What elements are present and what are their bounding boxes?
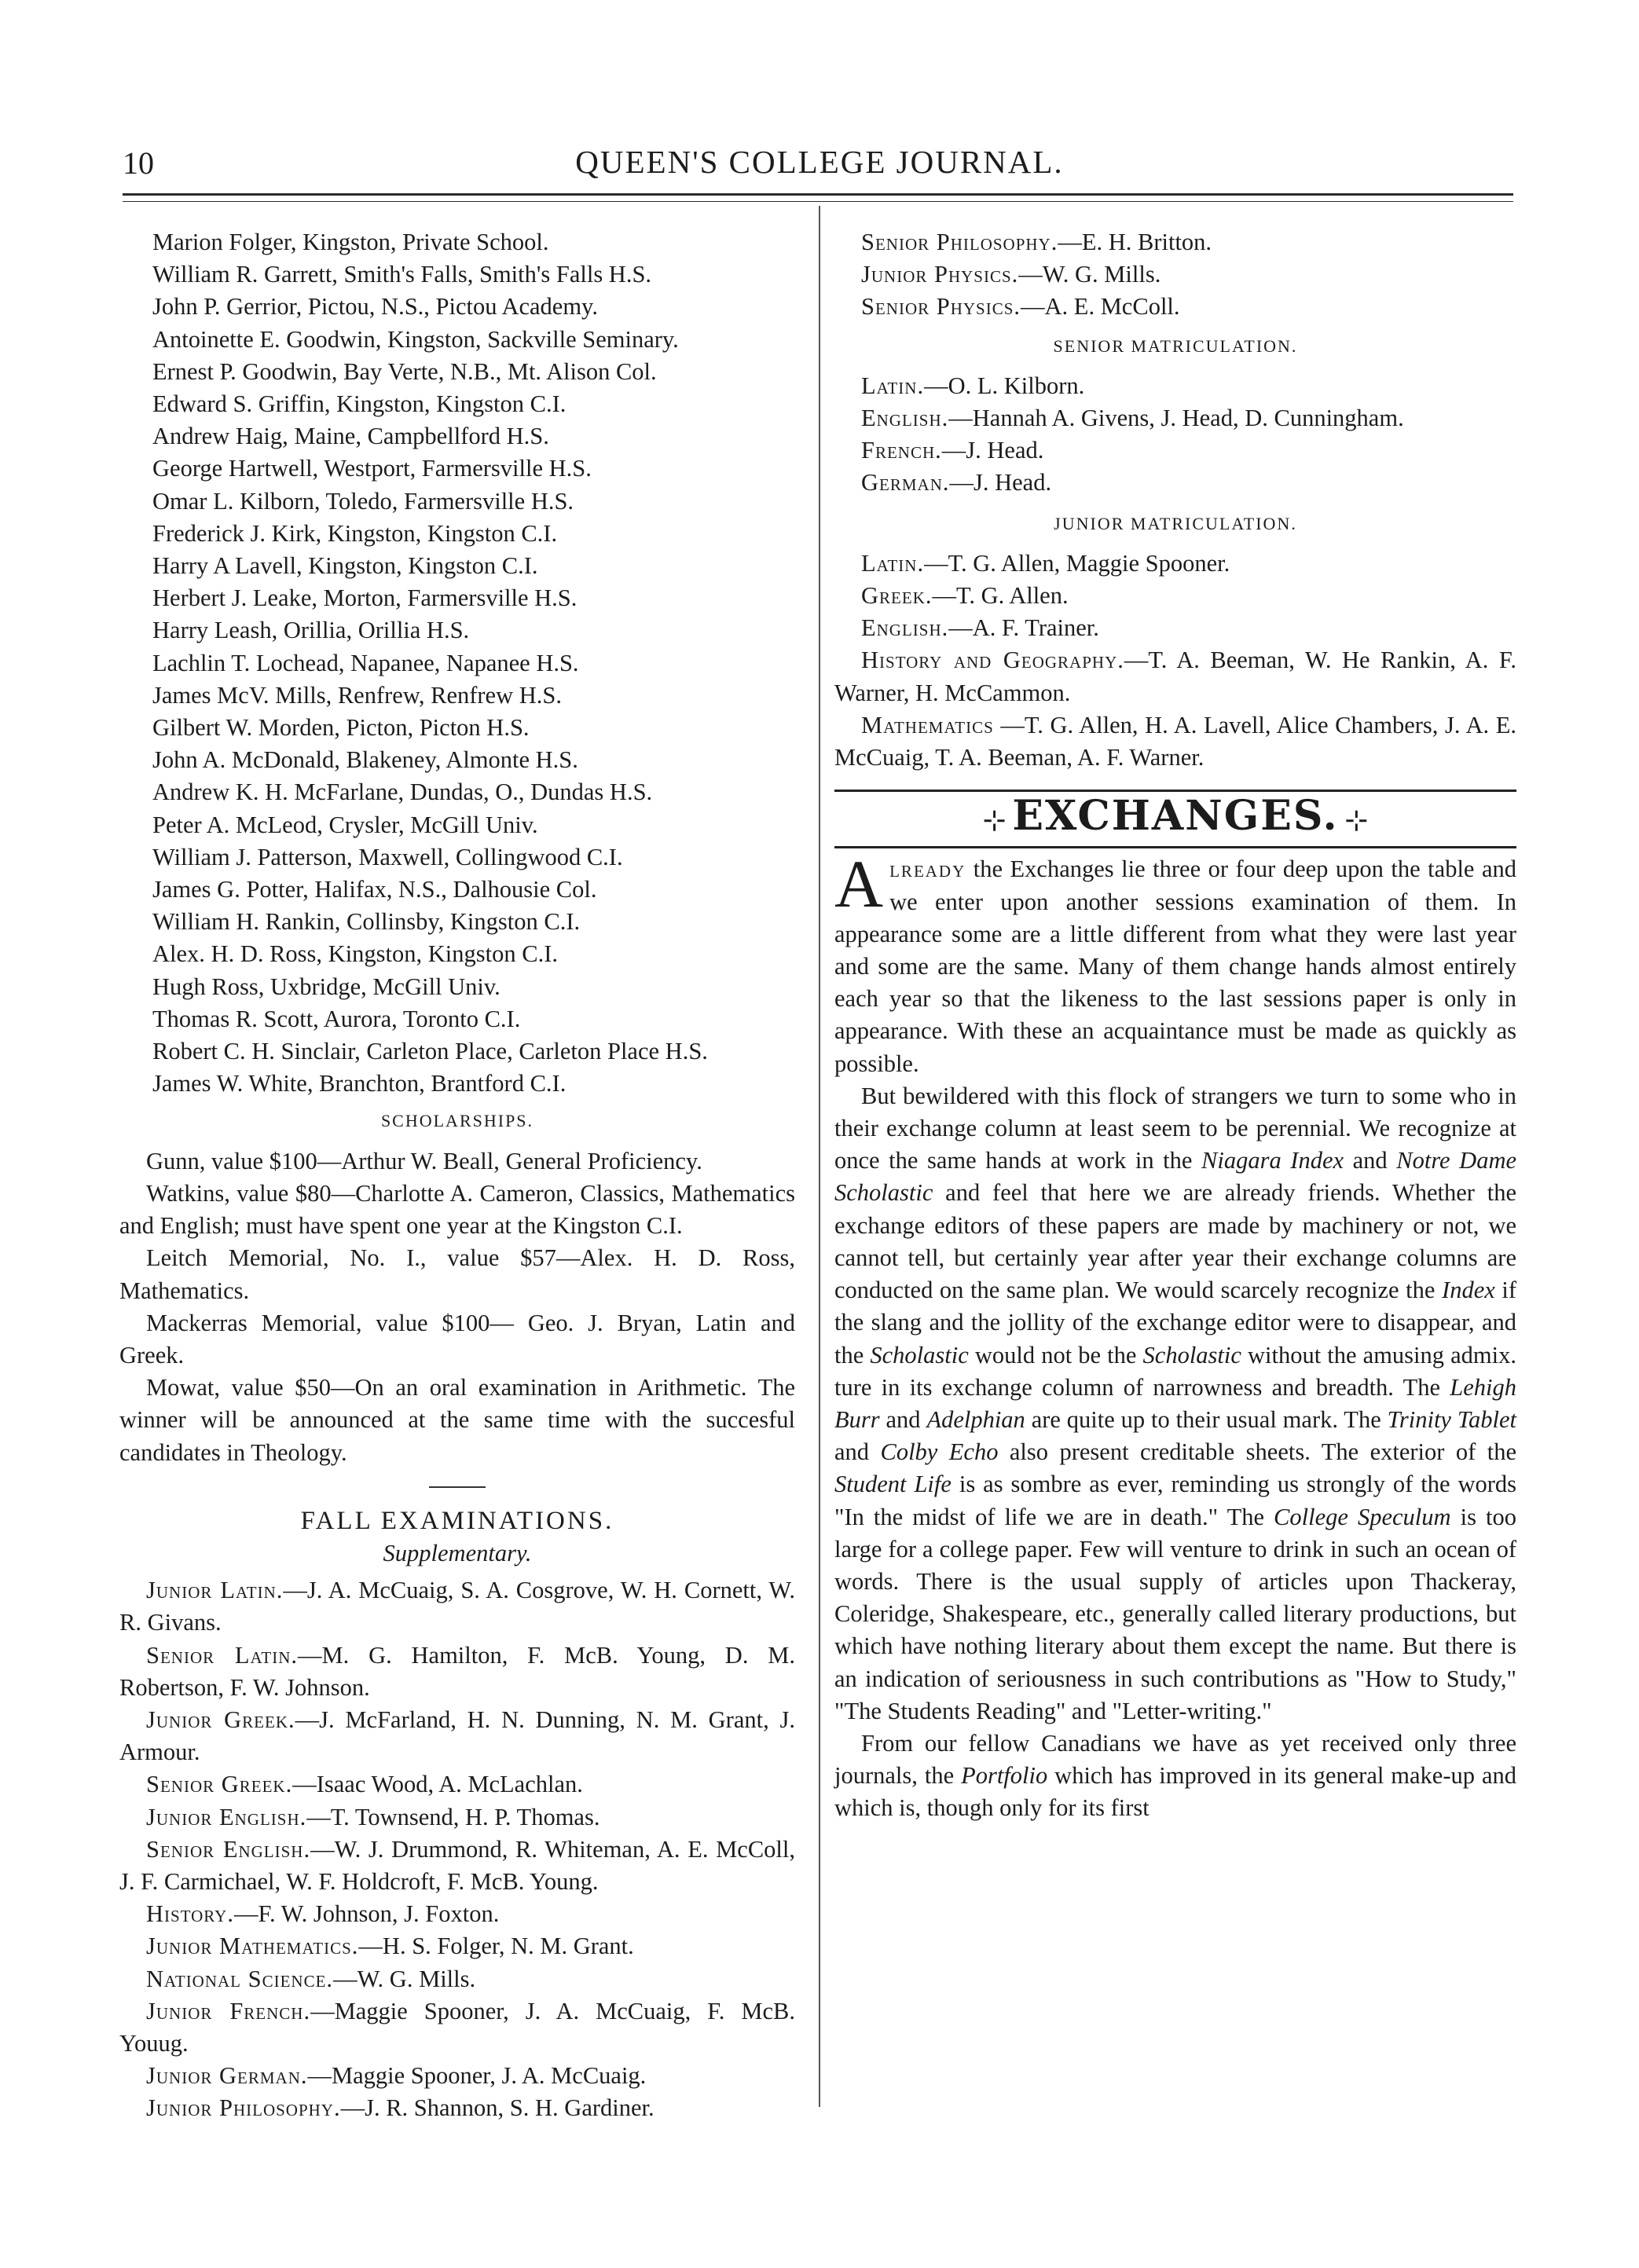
list-item: Antoinette E. Goodwin, Kingston, Sackville Seminary. (152, 325, 679, 353)
header-rule-thin (123, 201, 1513, 202)
exam-subject: Latin. (861, 372, 925, 399)
exam-entry (119, 2060, 795, 2092)
journal-title: Niagara Index (1201, 1147, 1344, 1174)
exam-entry (119, 1995, 795, 2060)
list-item: William H. Rankin, Collinsby, Kingston C.I. (152, 908, 581, 936)
exam-subject: Senior Latin. (146, 1641, 299, 1669)
paragraph-text: is too large for a college paper. Few will venture to drink in such an ocean of words. There is the usual supply of articles upon Thackeray, Coleridge, Shakespeare, etc., generally called literary productions, but which have nothing literary about them except the name. But there is an indication of seriousness in such contributions as "How to Study," "The Students Reading" and "Letter-writing." (834, 1503, 1516, 1724)
exam-names: —Hannah A. Givens, J. Head, D. Cunningham. (948, 405, 1404, 432)
exam-names: —O. L. Kilborn. (924, 372, 1085, 399)
exchanges-paragraph (834, 846, 1516, 1079)
list-item: Edward S. Griffin, Kingston, Kingston C.I. (152, 390, 566, 418)
header-rule (123, 193, 1513, 196)
running-head: QUEEN'S COLLEGE JOURNAL. (575, 144, 1064, 180)
exam-subject: Junior Greek. (146, 1706, 295, 1733)
journal-title: College Speculum (1274, 1503, 1451, 1530)
exchanges-paragraph (834, 1728, 1516, 1825)
paragraph-text: and (834, 1438, 881, 1466)
exchanges-heading: EXCHANGES. (1012, 792, 1339, 841)
exam-entry (834, 226, 1516, 258)
scholarship-entry: Leitch Memorial, No. I., value $57—Alex. H. D. Ross, Mathematics. (119, 1244, 795, 1304)
exam-subject: French. (861, 437, 942, 464)
exam-entry (119, 1963, 795, 1995)
exam-subject: Senior Greek. (146, 1771, 293, 1798)
exam-names: —W. G. Mills. (1018, 261, 1161, 288)
exam-entry (834, 258, 1516, 291)
scholarship-entry: Gunn, value $100—Arthur W. Beall, General Proficiency. (146, 1147, 702, 1174)
list-item: Andrew Haig, Maine, Campbellford H.S. (152, 423, 549, 450)
exam-subject: Junior German. (146, 2062, 308, 2090)
exam-names: —W. G. Mills. (333, 1965, 476, 1992)
journal-title: Lehigh Burr (834, 1373, 1516, 1433)
scholarship-entry: Mowat, value $50—On an oral examination in Arithmetic. The winner will be announced at the same time with the succesful candidates in Theology. (119, 1374, 795, 1466)
exam-names: —A. F. Trainer. (948, 614, 1099, 642)
exam-subject: Mathematics (861, 711, 994, 738)
list-item: James G. Potter, Halifax, N.S., Dalhousie Col. (152, 876, 597, 903)
exam-subject: History and Geography. (861, 647, 1124, 674)
ornament-right-icon: ⊹ (1344, 804, 1369, 837)
list-item: Herbert J. Leake, Morton, Farmersville H.S. (152, 584, 578, 612)
list-item: Marion Folger, Kingston, Private School. (152, 229, 549, 255)
scholarships-heading: SCHOLARSHIPS. (380, 1111, 534, 1131)
exam-subject: Junior Philosophy. (146, 2094, 341, 2122)
ornament-left-icon: ⊹ (982, 804, 1006, 837)
list-item: John P. Gerrior, Pictou, N.S., Pictou Academy. (152, 293, 598, 321)
page-number: 10 (123, 145, 154, 181)
exam-entry (834, 370, 1516, 402)
exam-subject: English. (861, 405, 949, 432)
scholarship-entry: Mackerras Memorial, value $100— Geo. J. Bryan, Latin and Greek. (119, 1309, 795, 1368)
exam-entry (119, 1640, 795, 1704)
exam-entry (834, 402, 1516, 434)
paragraph-text: which has improved in its general make-up and which is, though only for its first (834, 1762, 1516, 1822)
list-item: Andrew K. H. McFarlane, Dundas, O., Dundas H.S. (152, 779, 653, 806)
exam-names: —Maggie Spooner, J. A. McCuaig. (307, 2062, 647, 2090)
exam-entry (834, 434, 1516, 467)
right-column (834, 226, 1516, 1825)
matriculants-list (119, 226, 795, 1100)
exam-subject: Senior Physics. (861, 293, 1021, 321)
exam-entry (834, 548, 1516, 580)
list-item: George Hartwell, Westport, Farmersville H.S. (152, 455, 592, 482)
paragraph-text: But bewildered with this flock of strangers we turn to some who in their exchange column at least seem to be perennial. We recognize at once the same hands at work in the (834, 1082, 1516, 1174)
exam-names: —J. McFarland, H. N. Dunning, N. M. Grant, J. Armour. (119, 1706, 795, 1766)
exchanges-paragraph (834, 1080, 1516, 1728)
journal-title: Portfolio (961, 1762, 1048, 1790)
list-item: Gilbert W. Morden, Picton, Picton H.S. (152, 714, 530, 742)
list-item: James W. White, Branchton, Brantford C.I. (152, 1070, 566, 1097)
paragraph-text: would not be the (968, 1341, 1143, 1368)
junior-matriculation-heading: JUNIOR MATRICULATION. (1054, 513, 1297, 533)
paragraph-text: also present creditable sheets. The exterior of the (998, 1438, 1516, 1466)
journal-title: Trinity Tablet (1387, 1405, 1516, 1433)
exam-subject: History. (146, 1900, 234, 1928)
senior-matriculation-heading: SENIOR MATRICULATION. (1053, 335, 1298, 356)
list-item: Alex. H. D. Ross, Kingston, Kingston C.I. (152, 940, 558, 968)
exam-subject: Junior French. (146, 1997, 311, 2024)
paragraph-text: and (1344, 1147, 1397, 1174)
list-item: William J. Patterson, Maxwell, Collingwood C.I. (152, 843, 623, 870)
exam-entry (834, 580, 1516, 612)
exam-names: —T. G. Allen. (932, 582, 1069, 610)
lead-in: lready (889, 856, 966, 883)
paragraph-text: are quite up to their usual mark. The (1025, 1405, 1388, 1433)
exam-names: —T. A. Beeman, W. He Rankin, A. F. Warner, H. McCammon. (834, 647, 1516, 706)
exam-names: —T. G. Allen, H. A. Lavell, Alice Chambers, J. A. E. McCuaig, T. A. Beeman, A. F. Warner. (834, 711, 1516, 771)
exam-subject: Junior English. (146, 1803, 307, 1830)
exchanges-banner (834, 790, 1516, 848)
journal-title: Student Life (834, 1471, 952, 1498)
paragraph-text: and (879, 1405, 927, 1433)
list-item: James McV. Mills, Renfrew, Renfrew H.S. (152, 681, 562, 709)
list-item: Lachlin T. Lochead, Napanee, Napanee H.S. (152, 649, 579, 676)
journal-title: Index (1442, 1277, 1495, 1304)
exam-names: —Maggie Spooner, J. A. McCuaig, F. McB. Youug. (119, 1997, 795, 2057)
exam-entry (119, 1930, 795, 1962)
exam-subject: Greek. (861, 582, 933, 610)
exam-subject: Senior Philosophy. (861, 229, 1058, 255)
exam-entry (119, 1768, 795, 1801)
list-item: Harry Leash, Orillia, Orillia H.S. (152, 617, 470, 644)
paragraph-text: the Exchanges lie three or four deep upon the table and we enter upon another sessions examination of them. In appearance some are a little different from what they were last year and some are the same. Many of them change hands almost entirely each year so that the likeness to the last sessions paper is only in appearance. With these an acquaintance must be made as quickly as possible. (834, 856, 1516, 1077)
list-item: Frederick J. Kirk, Kingston, Kingston C.I. (152, 519, 558, 547)
exam-entry (834, 644, 1516, 709)
journal-title: Scholastic (870, 1341, 969, 1368)
exam-entry (834, 291, 1516, 323)
list-item: William R. Garrett, Smith's Falls, Smith's Falls H.S. (152, 261, 652, 288)
section-divider (429, 1486, 486, 1488)
exam-entry (834, 467, 1516, 499)
exam-entry (119, 1704, 795, 1768)
exam-subject: English. (861, 614, 949, 642)
exam-subject: German. (861, 469, 950, 496)
exam-names: —E. H. Britton. (1058, 229, 1212, 255)
scholarship-entry: Watkins, value $80—Charlotte A. Cameron, Classics, Mathematics and English; must have spent one year at the Kingston C.I. (119, 1179, 795, 1240)
exam-subject: Junior Mathematics. (146, 1933, 359, 1960)
list-item: John A. McDonald, Blakeney, Almonte H.S. (152, 746, 578, 774)
list-item: Ernest P. Goodwin, Bay Verte, N.B., Mt. Alison Col. (152, 357, 657, 385)
column-divider (819, 206, 820, 2107)
exam-names: —J. A. McCuaig, S. A. Cosgrove, W. H. Cornett, W. R. Givans. (119, 1577, 795, 1636)
exam-names: —Isaac Wood, A. McLachlan. (292, 1771, 583, 1798)
paragraph-text: From our fellow Canadians we have as yet received only three journals, the (834, 1729, 1516, 1790)
journal-title: Notre Dame Scholastic (834, 1147, 1517, 1207)
list-item: Omar L. Kilborn, Toledo, Farmersville H.S. (152, 487, 574, 515)
exam-names: —T. G. Allen, Maggie Spooner. (924, 549, 1230, 577)
list-item: Hugh Ross, Uxbridge, McGill Univ. (152, 973, 500, 1000)
list-item: Peter A. McLeod, Crysler, McGill Univ. (152, 811, 538, 838)
list-item: Harry A Lavell, Kingston, Kingston C.I. (152, 552, 538, 580)
exam-names: —M. G. Hamilton, F. McB. Young, D. M. Robertson, F. W. Johnson. (119, 1641, 795, 1701)
exam-names: —A. E. McColl. (1021, 293, 1180, 321)
paragraph-text: without the amusing admix. ture in its exchange column of narrowness and breadth. The (834, 1341, 1516, 1401)
exam-names: —W. J. Drummond, R. Whiteman, A. E. McColl, J. F. Carmichael, W. F. Holdcroft, F. McB. Young. (119, 1835, 795, 1895)
exam-names: —H. S. Folger, N. M. Grant. (358, 1933, 634, 1960)
exam-subject: Latin. (861, 549, 925, 577)
journal-title: Colby Echo (880, 1438, 999, 1466)
journal-title: Scholastic (1142, 1341, 1241, 1368)
exam-names: —F. W. Johnson, J. Foxton. (233, 1900, 500, 1928)
exam-subject: Junior Physics. (861, 261, 1019, 288)
list-item: Thomas R. Scott, Aurora, Toronto C.I. (152, 1005, 521, 1032)
exam-subject: Junior Latin. (146, 1577, 284, 1604)
paragraph-text: is as sombre as ever, reminding us strongly of the words "In the midst of life we are in death." The (834, 1471, 1516, 1530)
exam-names: —J. R. Shannon, S. H. Gardiner. (340, 2094, 654, 2122)
exam-entry (834, 612, 1516, 644)
exam-entry (119, 1801, 795, 1834)
paragraph-text: and feel that here we are already friends. Whether the exchange editors of these papers are made by machinery or not, we cannot tell, but certainly year after year their exchange columns are conducted on the same plan. We would scarcely recognize the (834, 1179, 1516, 1304)
left-column (119, 226, 795, 2125)
exam-entry (119, 1834, 795, 1898)
list-item: Robert C. H. Sinclair, Carleton Place, Carleton Place H.S. (152, 1038, 708, 1065)
supplementary-subheading: Supplementary. (383, 1539, 532, 1566)
exam-entry (119, 2092, 795, 2124)
exam-entry (834, 709, 1516, 774)
exam-names: —T. Townsend, H. P. Thomas. (306, 1803, 600, 1830)
fall-examinations-heading: FALL EXAMINATIONS. (300, 1506, 614, 1535)
paragraph-text: if the slang and the jollity of the exchange editor were to disappear, and the (834, 1277, 1516, 1368)
exam-subject: National Science. (146, 1965, 334, 1992)
journal-title: Adelphian (926, 1405, 1025, 1433)
exam-subject: Senior English. (146, 1835, 311, 1863)
exam-entry (119, 1898, 795, 1930)
drop-cap: A (834, 846, 884, 922)
exam-entry (119, 1574, 795, 1639)
exam-names: —J. Head. (941, 437, 1044, 464)
exam-names: —J. Head. (949, 469, 1052, 496)
